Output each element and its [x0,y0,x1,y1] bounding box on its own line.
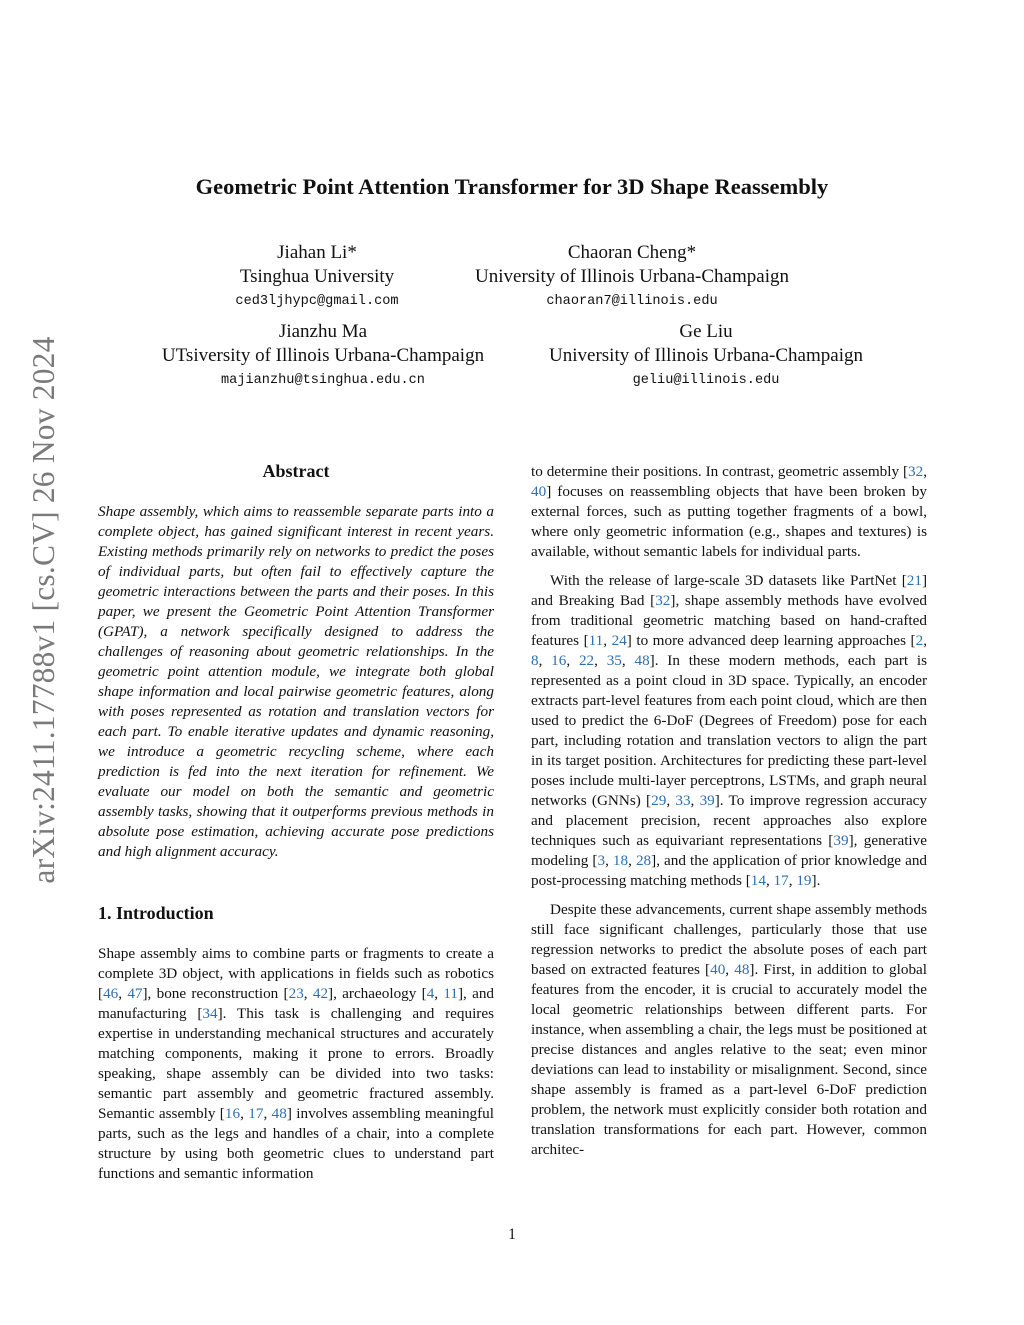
body-paragraph: With the release of large-scale 3D datasets like PartNet [21] and Breaking Bad [32], shape assembly methods have evolved from traditional geometric matching based on hand-crafted features [11, 24] to more advanced deep learning approaches [2, 8, 16, 22, 35, 48]. In these modern methods, each part is represented as a point cloud in 3D space. Typically, an encoder extracts part-level features from each point cloud, which are then used to predict the 6-DoF (Degrees of Freedom) pose for each part, including rotation and translation vectors to align the part in its target position. Architectures for predicting these part-level poses include multi-layer perceptrons, LSTMs, and graph neural networks (GNNs) [29, 33, 39]. To improve regression accuracy and placement precision, recent approaches also explore techniques such as equivariant representations [39], generative modeling [3, 18, 28], and the application of prior knowledge and post-processing matching methods [14, 17, 19]. [531,572,928,889]
arxiv-identifier-stamp [14,250,74,970]
citation-link[interactable]: 22 [578,652,595,669]
citation-link[interactable]: 48 [734,961,750,978]
citation-link[interactable]: 19 [796,872,812,889]
author-name: Ge Liu [679,321,733,342]
citation-link[interactable]: 14 [750,872,766,889]
author-affiliation: University of Illinois Urbana-Champaign [549,345,863,366]
author-name: Jiahan Li* [277,242,357,263]
citation-link[interactable]: 11 [443,985,458,1002]
citation-link[interactable]: 46 [103,985,119,1002]
citation-link[interactable]: 23 [288,985,304,1002]
left-column [98,460,494,1184]
author-name: Jianzhu Ma [278,321,368,342]
citation-link[interactable]: 24 [611,632,627,649]
body-paragraph: Despite these advancements, current shape assembly methods still face significant challenges, particularly those that use regression networks to predict the absolute poses of each part based on extracted features [40, 48]. First, in addition to global features from the encoder, it is crucial to accurately model the local geometric relationships between different parts. For instance, when assembling a chair, the legs must be positioned at precise distances and angles relative to the seat; even minor deviations can lead to instability or misalignment. Second, since shape assembly is framed as a part-level 6-DoF prediction problem, the network must explicitly consider both rotation and translation transformations for each part. However, common architec- [531,901,927,1158]
citation-link[interactable]: 32 [908,463,924,480]
citation-link[interactable]: 33 [675,792,691,809]
citation-link[interactable]: 40 [710,961,726,978]
author-block [162,320,484,392]
introduction-paragraph: Shape assembly aims to combine parts or fragments to create a complete 3D object, with applications in fields such as robotics [46, 47], bone reconstruction [23, 42], archaeology [4, 11], and manufacturing [34]. This task is challenging and requires expertise in understanding mechanical structures and accurately matching components, making it prone to errors. Broadly speaking, shape assembly can be divided into two tasks: semantic part assembly and geometric fractured assembly. Semantic assembly [16, 17, 48] involves assembling meaningful parts, such as the legs and handles of a chair, into a complete structure by using both geometric clues to understand part functions and semantic information [98,945,495,1182]
author-affiliation: UTsiversity of Illinois Urbana-Champaign [161,345,485,366]
author-block [235,241,398,313]
abstract-heading: Abstract [262,461,330,481]
citation-link[interactable]: 34 [202,1005,218,1022]
citation-link[interactable]: 29 [651,792,667,809]
author-email[interactable]: majianzhu@tsinghua.edu.cn [221,373,425,388]
citation-link[interactable]: 4 [426,985,435,1002]
citation-link[interactable]: 39 [833,832,849,849]
citation-link[interactable]: 42 [312,985,329,1002]
citation-link[interactable]: 48 [271,1105,287,1122]
citation-link[interactable]: 16 [551,652,567,669]
citation-link[interactable]: 17 [773,872,789,889]
arxiv-identifier-text: arXiv:2411.17788v1 [cs.CV] 26 Nov 2024 [26,336,61,884]
citation-link[interactable]: 21 [906,572,922,589]
author-email[interactable]: geliu@illinois.edu [632,373,780,388]
author-affiliation: University of Illinois Urbana-Champaign [475,266,789,287]
paper-title: Geometric Point Attention Transformer for 3D Shape Reassembly [195,174,829,199]
citation-link[interactable]: 48 [634,652,650,669]
citation-link[interactable]: 16 [224,1105,241,1122]
citation-link[interactable]: 18 [612,852,629,869]
page-number: 1 [508,1226,516,1243]
citation-link[interactable]: 47 [127,985,143,1002]
author-block [549,320,863,392]
abstract-text: Shape assembly, which aims to reassemble separate parts into a complete object, has gained significant interest in recent years. Existing methods primarily rely on networks to predict the poses of individual parts, but often fail to effectively capture the geometric interactions between the parts and their poses. In this paper, we present the Geometric Point Attention Transformer (GPAT), a network specifically designed to address the challenges of reasoning about geometric relationships. In the geometric point attention module, we integrate both global shape information and local pairwise geometric features, along with poses represented as rotation and translation vectors for each part. To enable iterative updates and dynamic reasoning, we introduce a geometric recycling scheme, where each prediction is fed into the next iteration for refinement. We evaluate our model on both the semantic and geometric assembly tasks, showing that it outperforms previous methods in absolute pose estimation, achieving accurate pose predictions and high alignment accuracy. [98,503,494,860]
citation-link[interactable]: 17 [248,1105,264,1122]
section-heading-introduction: 1. Introduction [98,903,214,923]
body-paragraph: to determine their positions. In contrast, geometric assembly [32, 40] focuses on reassembling objects that have been broken by external forces, such as putting together fragments of a bowl, where only geometric information (e.g., shapes and textures) is available, without semantic labels for individual parts. [531,463,927,560]
author-email[interactable]: chaoran7@illinois.edu [546,294,718,309]
citation-link[interactable]: 35 [606,652,622,669]
author-email[interactable]: ced3ljhypc@gmail.com [235,294,399,309]
citation-link[interactable]: 28 [635,852,652,869]
author-block [475,241,789,313]
author-name: Chaoran Cheng* [567,242,697,263]
citation-link[interactable]: 39 [699,792,715,809]
citation-link[interactable]: 40 [531,483,547,500]
citation-link[interactable]: 2 [915,632,924,649]
citation-link[interactable]: 8 [531,652,539,669]
citation-link[interactable]: 11 [588,632,604,649]
right-column [531,462,927,1160]
citation-link[interactable]: 32 [655,592,671,609]
citation-link[interactable]: 3 [597,852,606,869]
author-affiliation: Tsinghua University [239,266,395,287]
